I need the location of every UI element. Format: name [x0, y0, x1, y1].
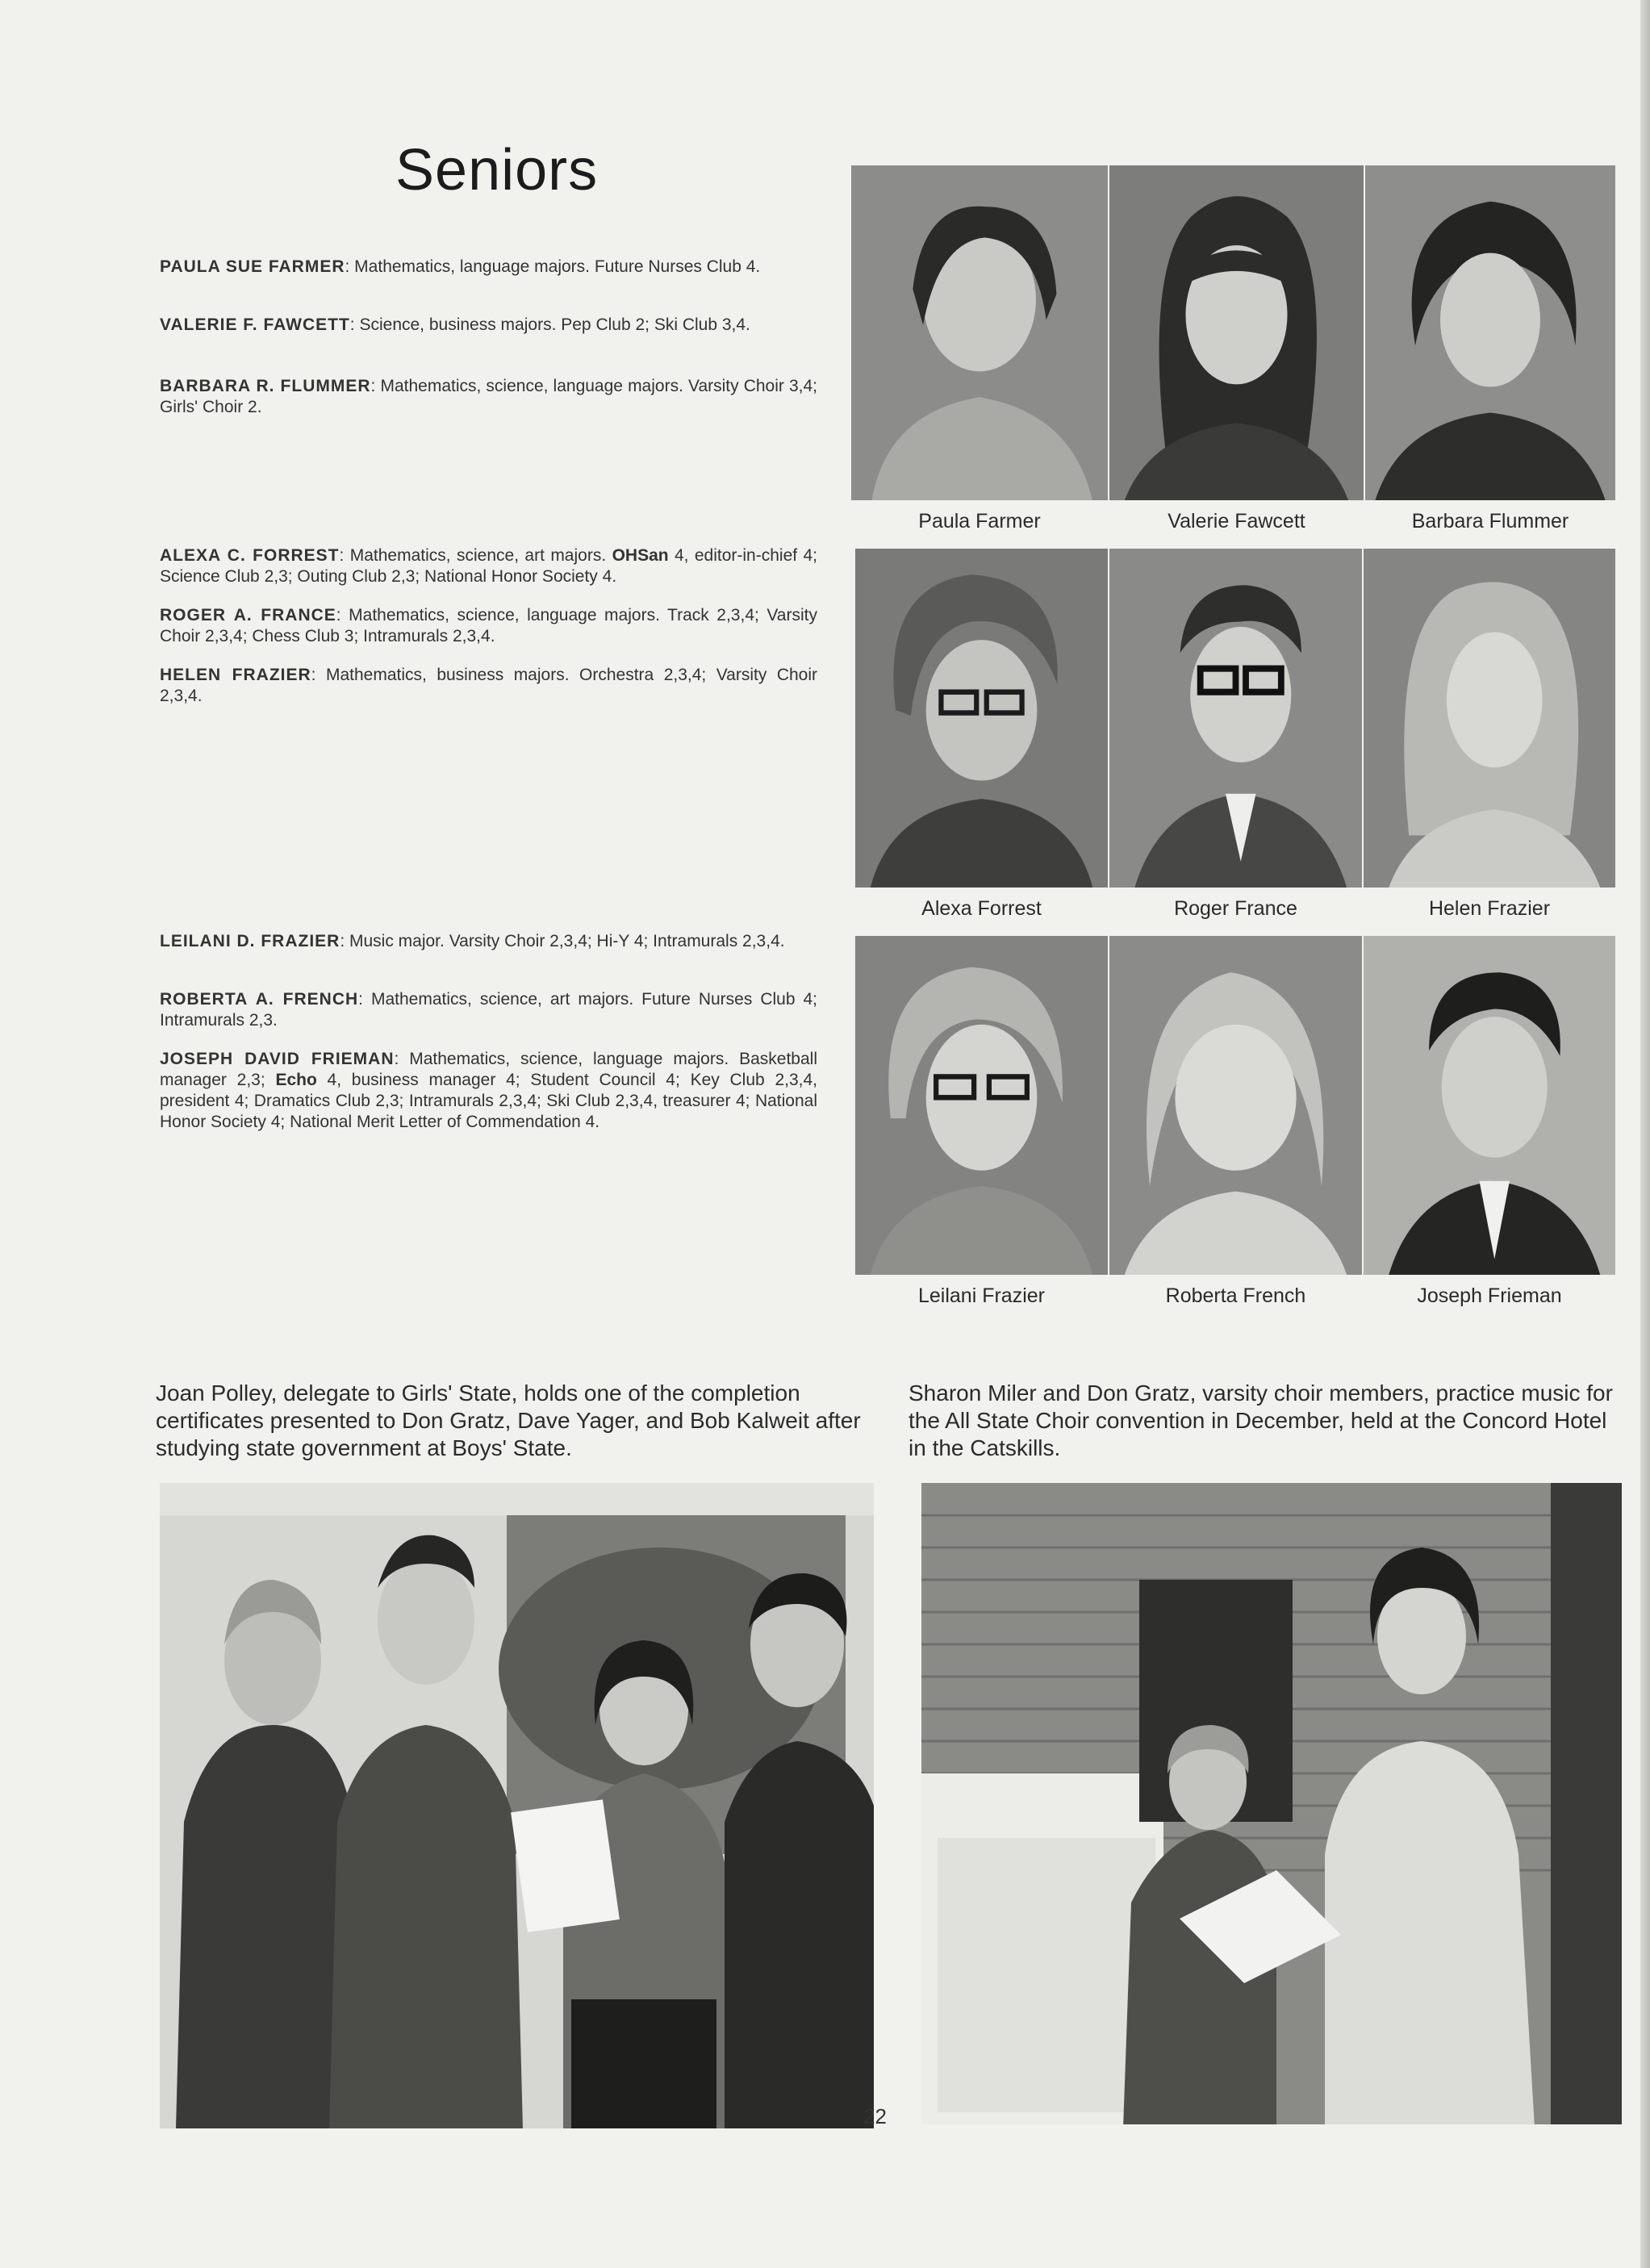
portrait-caption: Leilani Frazier: [917, 1284, 1045, 1307]
bio-entry: [160, 315, 817, 336]
bio-text: : Mathematics, science, language majors. Track 2,3,4; Varsity Choir 2,3,4; Chess Club 3; Intramurals 2,3,4.: [160, 606, 817, 645]
bio-entry: [160, 605, 817, 647]
bio-name: JOSEPH DAVID FRIEMAN: [160, 1050, 395, 1068]
portrait-photo: [855, 549, 1108, 888]
portrait-photo: [855, 936, 1108, 1275]
bio-name: PAULA SUE FARMER: [160, 257, 345, 276]
story-caption-left: Joan Polley, delegate to Girls' State, holds one of the completion certificates presented to Don Gratz, Dave Yager, and Bob Kalweit after studying state government at Boys' State.: [156, 1380, 861, 1460]
bio-name: VALERIE F. FAWCETT: [160, 315, 350, 334]
portrait-photo: [851, 165, 1108, 500]
portrait-caption: Joseph Frieman: [1417, 1284, 1562, 1307]
bio-text: : Mathematics, business majors. Orchestra 2,3,4; Varsity Choir 2,3,4.: [160, 666, 818, 705]
choir-practice-photo: [921, 1483, 1622, 2124]
bio-text: : Mathematics, science, art majors.: [339, 546, 612, 565]
portrait-caption: Paula Farmer: [918, 510, 1041, 533]
page-title: Seniors: [395, 138, 599, 203]
bio-text: : Mathematics, science, language majors. Basketball manager 2,3;: [160, 1050, 817, 1089]
portrait-photo: [1109, 936, 1362, 1275]
bio-text: 4, editor-in-chief 4; Science Club 2,3; Outing Club 2,3; National Honor Society 4.: [160, 546, 817, 586]
portrait-caption: Helen Frazier: [1428, 897, 1551, 920]
story-caption-right: Sharon Miler and Don Gratz, varsity choir members, practice music for the All State Choir convention in December, held at the Concord Hotel in the Catskills.: [909, 1380, 1613, 1460]
portrait-caption: Valerie Fawcett: [1168, 510, 1305, 533]
bio-text: : Mathematics, science, art majors. Future Nurses Club 4; Intramurals 2,3.: [160, 990, 817, 1030]
page-edge: [1640, 0, 1650, 2268]
bio-text: : Music major. Varsity Choir 2,3,4; Hi-Y 4; Intramurals 2,3,4.: [340, 932, 785, 950]
bio-name: ROBERTA A. FRENCH: [160, 990, 359, 1009]
bio-text: : Mathematics, language majors. Future Nurses Club 4.: [345, 257, 761, 276]
bio-entry: [160, 1049, 817, 1133]
bio-name: ALEXA C. FORREST: [160, 546, 340, 565]
portrait-caption: Alexa Forrest: [921, 897, 1042, 920]
bio-entry: [160, 931, 817, 952]
portrait-photo: [1109, 165, 1364, 500]
portrait-caption: Barbara Flummer: [1411, 510, 1569, 533]
bio-text: : Science, business majors. Pep Club 2; Ski Club 3,4.: [349, 315, 750, 334]
bio-name: ROGER A. FRANCE: [160, 606, 336, 624]
bio-text: : Mathematics, science, language majors. Varsity Choir 3,4; Girls' Choir 2.: [160, 377, 818, 416]
bio-name: HELEN FRAZIER: [160, 666, 311, 684]
portrait-photo: [1364, 549, 1615, 888]
publication-name: OHSan: [612, 546, 669, 565]
bio-entry: [160, 989, 817, 1031]
portrait-photo: [1109, 549, 1362, 888]
bio-text: 4, business manager 4; Student Council 4; Key Club 2,3,4, president 4; Dramatics Club 2,3; Intramurals 2,3,4; Ski Club 2,3,4, treasurer 4; National Honor Society 4; National Merit Letter of Commendation 4.: [160, 1071, 817, 1131]
portrait-caption: Roger France: [1174, 897, 1297, 920]
bio-entry: [160, 665, 817, 707]
publication-name: Echo: [275, 1071, 317, 1089]
portrait-photo: [1365, 165, 1615, 500]
bio-entry: [160, 376, 817, 418]
boys-state-photo: [160, 1483, 874, 2128]
page-number: 22: [863, 2104, 887, 2128]
bio-entry: [160, 545, 817, 587]
bio-name: BARBARA R. FLUMMER: [160, 377, 371, 395]
portrait-photo: [1364, 936, 1615, 1275]
bio-name: LEILANI D. FRAZIER: [160, 932, 340, 950]
portrait-caption: Roberta French: [1165, 1284, 1306, 1307]
bio-entry: [160, 257, 817, 278]
